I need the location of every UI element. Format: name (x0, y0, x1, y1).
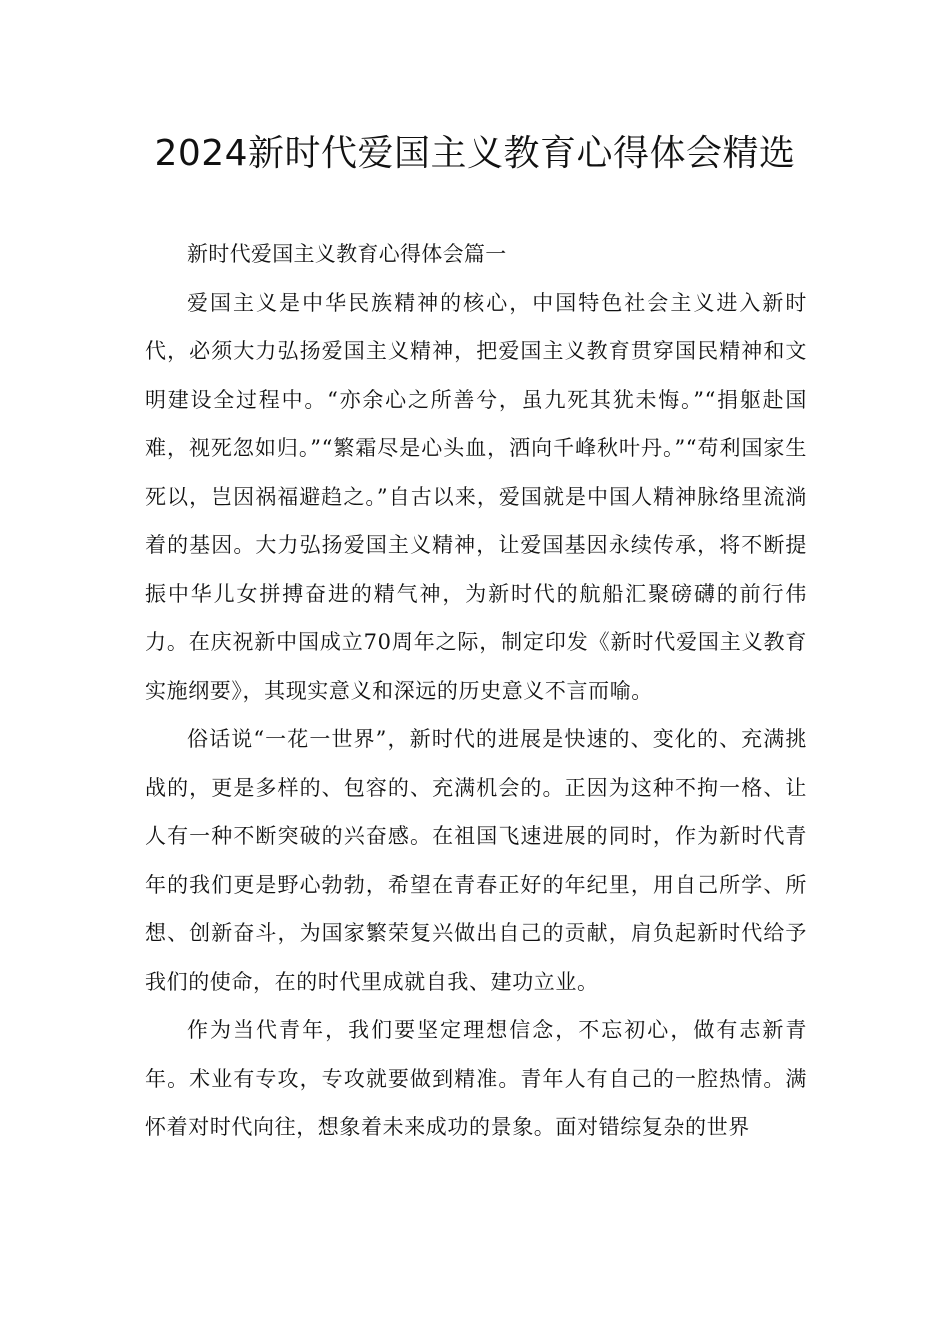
paragraph-2: 俗话说“一花一世界”，新时代的进展是快速的、变化的、充满挑战的，更是多样的、包容的、充满机会的。正因为这种不拘一格、让人有一种不断突破的兴奋感。在祖国飞速进展的同时，作为新时代青年的我们更是野心勃勃，希望在青春正好的年纪里，用自己所学、所想、创新奋斗，为国家繁荣复兴做出自己的贡献，肩负起新时代给予我们的使命，在的时代里成就自我、建功立业。 (145, 727, 807, 994)
section-heading: 新时代爱国主义教育心得体会篇一 (187, 242, 507, 266)
paragraph-3: 作为当代青年，我们要坚定理想信念，不忘初心，做有志新青年。术业有专攻，专攻就要做到精准。青年人有自己的一腔热情。满怀着对时代向往，想象着未来成功的景象。面对错综复杂的世界 (145, 1018, 807, 1139)
page-title: 2024新时代爱国主义教育心得体会精选 (154, 133, 796, 174)
paragraph-1: 爱国主义是中华民族精神的核心，中国特色社会主义进入新时代，必须大力弘扬爱国主义精神，把爱国主义教育贯穿国民精神和文明建设全过程中。“亦余心之所善兮，虽九死其犹未悔。”“捐躯赴国难，视死忽如归。”“繁霜尽是心头血，洒向千峰秋叶丹。”“苟利国家生死以，岂因祸福避趋之。”自古以来，爱国就是中国人精神脉络里流淌着的基因。大力弘扬爱国主义精神，让爱国基因永续传承，将不断提振中华儿女拼搏奋进的精气神，为新时代的航船汇聚磅礴的前行伟力。在庆祝新中国成立70周年之际，制定印发《新时代爱国主义教育实施纲要》，其现实意义和深远的历史意义不言而喻。 (145, 290, 807, 703)
document-body (145, 230, 807, 1152)
